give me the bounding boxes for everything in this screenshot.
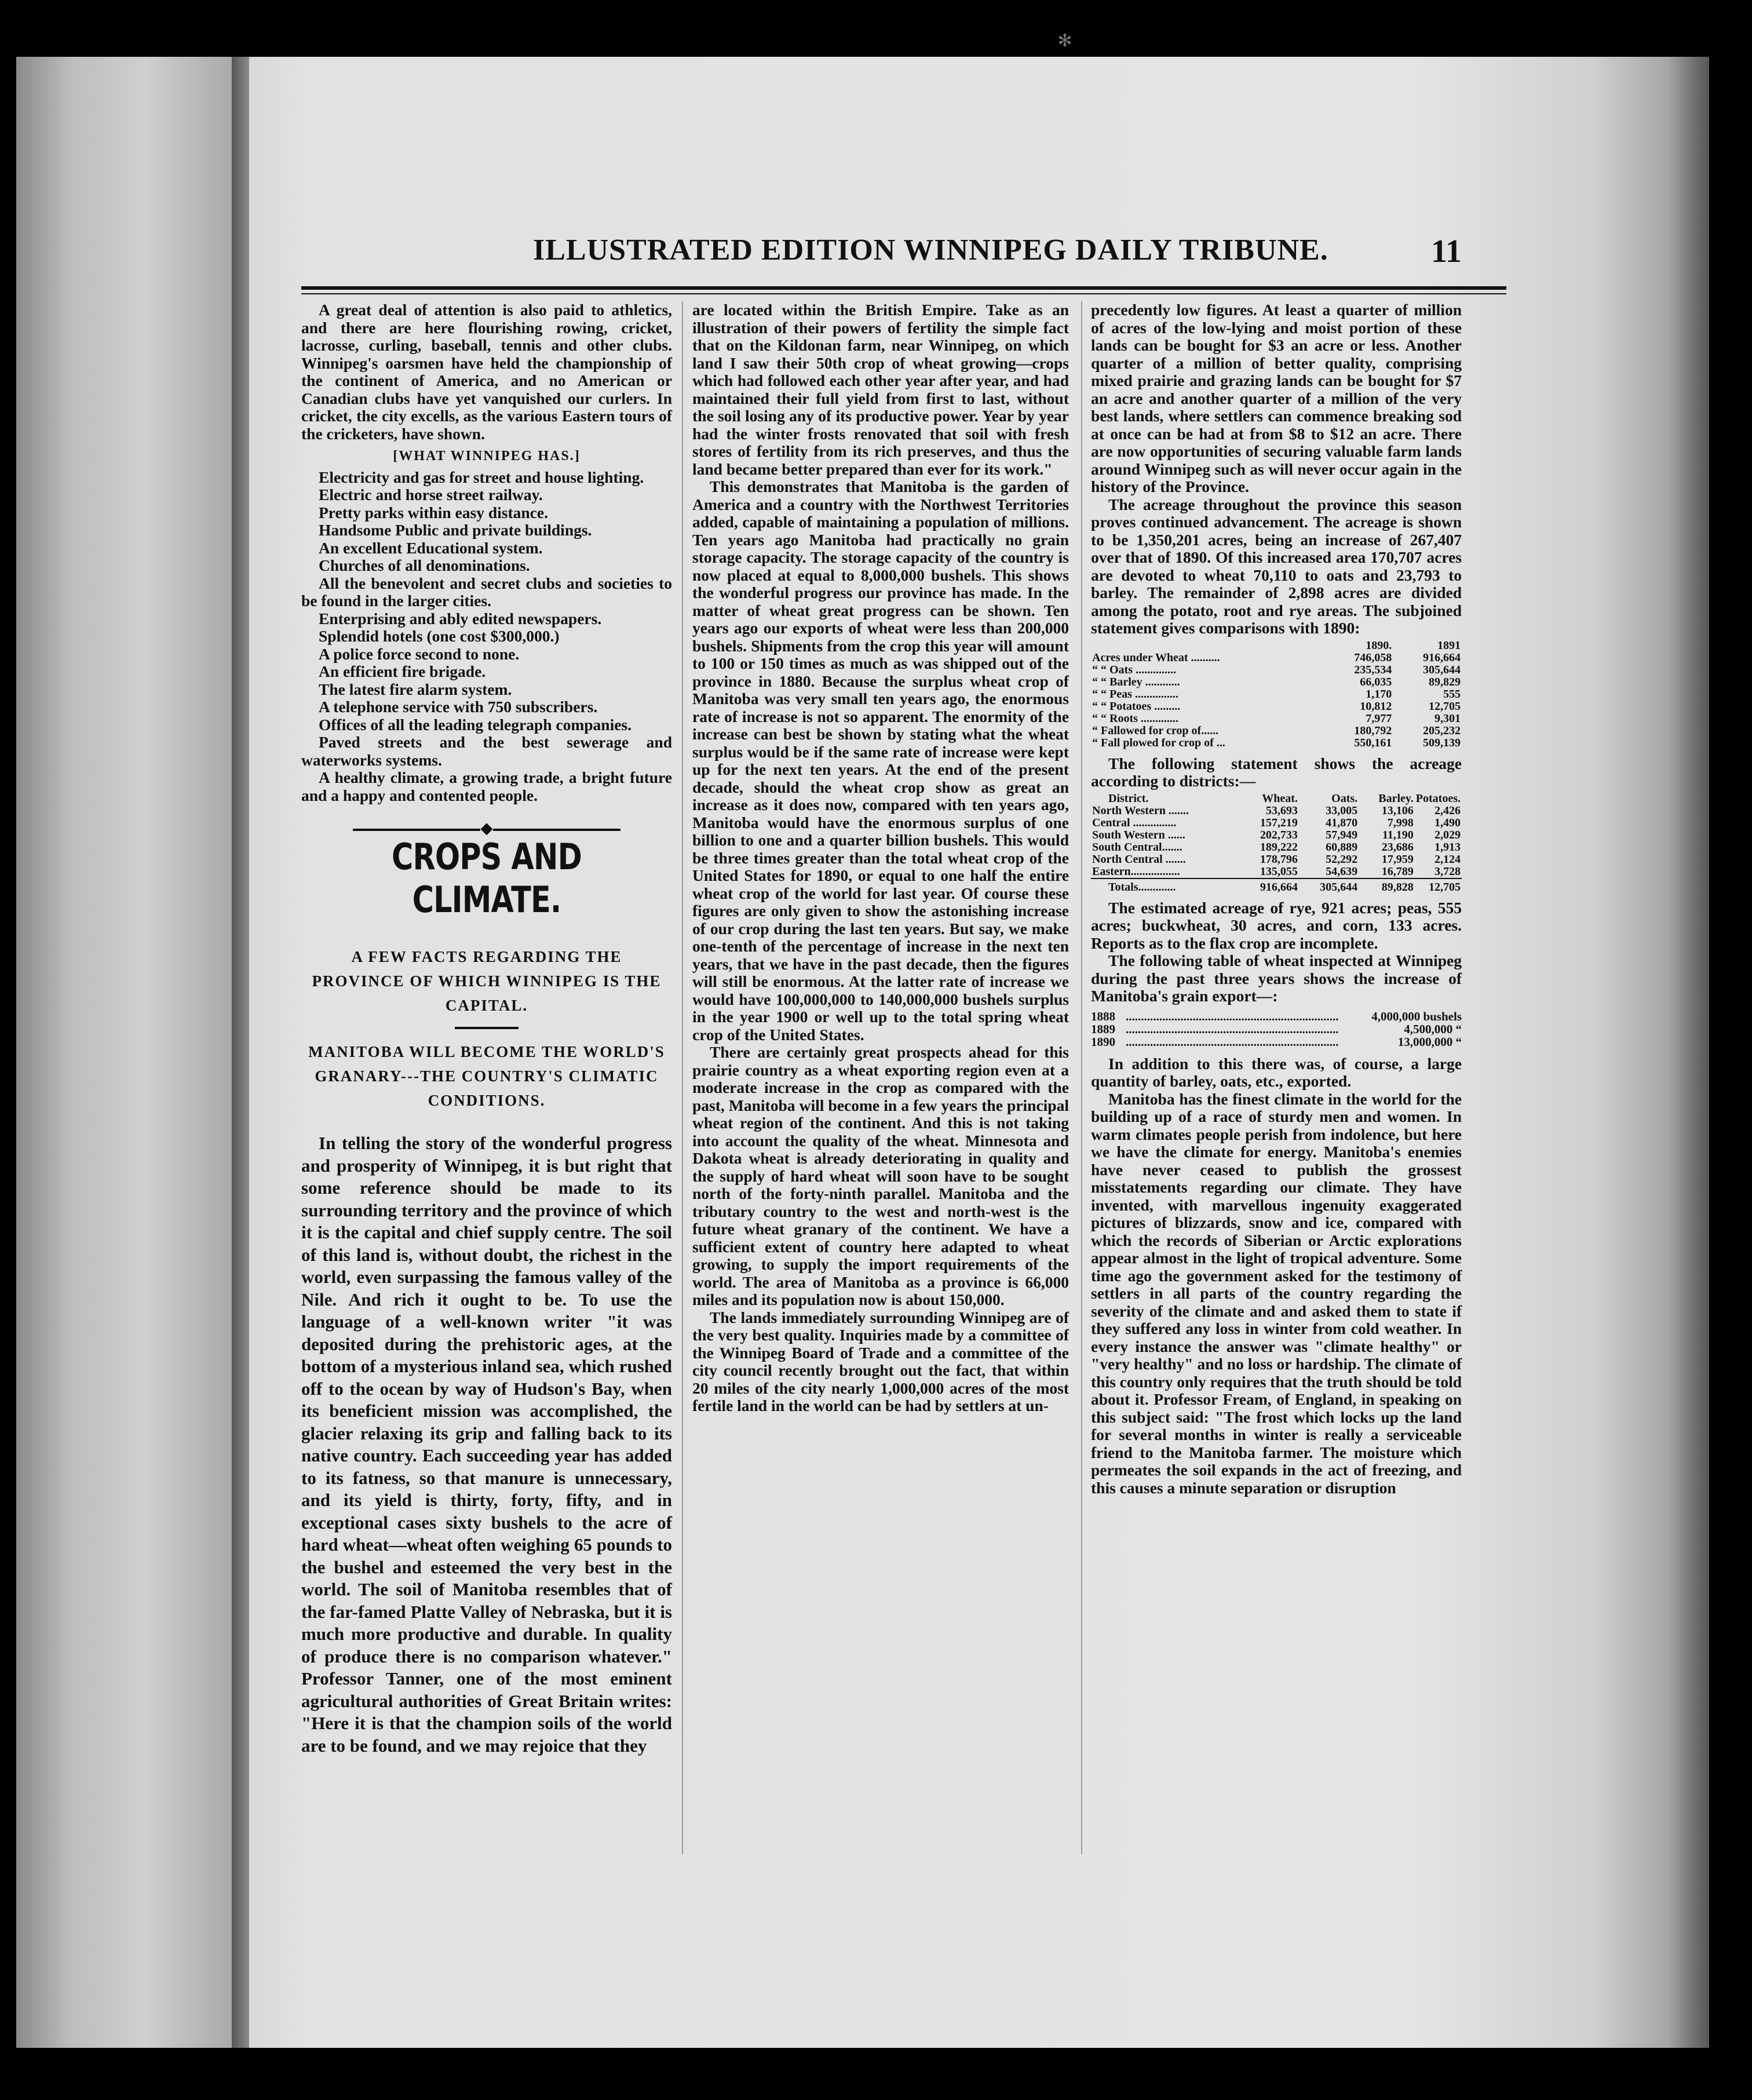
table-cell: 305,644 — [1423, 663, 1461, 676]
page-shadow — [1669, 57, 1709, 2048]
column-divider — [682, 301, 683, 1854]
table-cell: South Central....... — [1092, 840, 1182, 854]
article-body-paragraph: precedently low figures. At least a quarter of million of acres of the low-lying and moist portion of these lands can be bought for $3 an acre or less. Another quarter of a million of better quality, comprising mixed prairie and grazing lands can be bought for $7 an acre and another quarter of a million of the very best lands, where settlers can commence breaking sod at once can be had at from $8 to $12 an acre. There are now opportunities of securing valuable farm lands around Winnipeg such as will never occur again in the history of the Province. — [1091, 301, 1462, 495]
page-number: 11 — [1431, 234, 1462, 269]
table-cell: 509,139 — [1423, 736, 1461, 749]
article-deck: MANITOBA WILL BECOME THE WORLD'S GRANARY---THE COUNTRY'S CLIMATIC CONDITIONS. — [308, 1043, 665, 1109]
table-header: Oats. — [1331, 792, 1358, 805]
article-body-paragraph: are located within the British Empire. Take as an illustration of their powers of fertility the simple fact that on the Kildonan farm, near Winnipeg, on which land I saw their 50th crop of wheat growing—crops which had followed each other year after year, and had maintained their full yield from first to last, without the soil losing any of its productive power. Year by year had the winter frosts renovated that soil with fresh stores of fertility from its rich preserves, and thus the land became better prepared than ever for its work." — [692, 301, 1069, 478]
header-rule — [301, 286, 1506, 290]
ornamental-rule: ◆ — [301, 819, 672, 825]
table-cell: 66,035 — [1360, 675, 1392, 688]
column-2 — [692, 301, 1069, 1415]
table-cell: 53,693 — [1265, 804, 1298, 817]
column-3 — [1091, 301, 1462, 1497]
article-body-paragraph: There are certainly great prospects ahead for this prairie country as a wheat exporting region even at a moderate increase in the crop as compared with the past, Manitoba will become in a few years the principal wheat region of the continent. And this is not taking into account the quality of the wheat. Minnesota and Dakota wheat is already deteriorating in quality and the supply of hard wheat will soon have to be sought north of the forty-ninth parallel. Manitoba and the tributary country to the west and north-west is the future wheat granary of the continent. We have a sufficient extent of country here adapted to wheat growing, to supply the import requirements of the world. The area of Manitoba as a province is 66,000 miles and its population now is about 150,000. — [692, 1043, 1069, 1308]
list-item — [1091, 1023, 1462, 1036]
article-body-paragraph: The following statement shows the acreage according to districts:— — [1091, 754, 1462, 790]
table-cell: 52,292 — [1326, 852, 1358, 866]
table-row — [1091, 854, 1462, 866]
article-headline: CROPS AND CLIMATE. — [392, 836, 582, 921]
table-cell: 7,998 — [1387, 816, 1414, 829]
table-cell: 2,124 — [1435, 852, 1461, 866]
amount-value: 4,500,000 “ — [1404, 1022, 1462, 1036]
year-label: 1890 — [1091, 1034, 1115, 1049]
table-cell: 12,705 — [1415, 878, 1462, 894]
table-cell: 12,705 — [1429, 699, 1461, 713]
amount-value: 13,000,000 “ — [1397, 1034, 1462, 1049]
article-body-paragraph: The estimated acreage of rye, 921 acres; peas, 555 acres; buckwheat, 30 acres, and corn, 133 acres. Reports as to the flax crop are incomplete. — [1091, 898, 1462, 952]
table-header: 1890. — [1366, 639, 1392, 652]
wheat-inspected-list — [1091, 1010, 1462, 1048]
table-row — [1091, 701, 1462, 713]
table-cell: “ “ Oats .............. — [1092, 663, 1176, 676]
table-cell: “ Fall plowed for crop of ... — [1092, 736, 1225, 749]
winnipeg-features-list — [301, 469, 672, 805]
list-item: An efficient fire brigade. — [319, 662, 486, 680]
table-header-row — [1091, 640, 1462, 652]
table-cell: 23,686 — [1381, 840, 1414, 854]
table-row — [1091, 805, 1462, 817]
table-cell: 916,664 — [1239, 878, 1299, 894]
table-cell: 2,029 — [1435, 828, 1461, 841]
list-item: Electric and horse street railway. — [319, 486, 543, 504]
article-body-paragraph: In telling the story of the wonderful progress and prosperity of Winnipeg, it is but right that some reference should be made to its surrounding territory and the province of which it is the capital and chief supply centre. The soil of this land is, without doubt, the richest in the world, even surpassing the famous valley of the Nile. And rich it ought to be. To use the language of a well-known writer "it was deposited during the prehistoric ages, at the bottom of a mysterious inland sea, which rushed off to the ocean by way of Hudson's Bay, when its beneficient mission was accomplished, the glacier relaxing its grip and falling back to its native country. Each succeeding year has added to its fatness, so that manure is unnecessary, and its yield is thirty, forty, fifty, and in exceptional cases sixty bushels to the acre of hard wheat—wheat often weighing 65 pounds to the bushel and esteemed the very best in the world. The soil of Manitoba resembles that of the far-famed Platte Valley of Nebraska, but it is much more productive and durable. In quality of produce there is no comparison whatever." Professor Tanner, one of the most eminent agricultural authorities of Great Britain writes: "Here it is that the champion soils of the world are to be found, and we may rejoice that they — [301, 1133, 672, 1756]
table-row — [1091, 737, 1462, 749]
table-row — [1091, 817, 1462, 829]
table-cell: 11,190 — [1382, 828, 1414, 841]
deck-rule — [455, 1027, 519, 1029]
acreage-comparison-table — [1091, 640, 1462, 749]
leader-dots: ...................................................................... — [1126, 1022, 1339, 1036]
table-cell: Central ............... — [1092, 816, 1177, 829]
table-row — [1091, 664, 1462, 676]
list-item: Splendid hotels (one cost $300,000.) — [319, 627, 560, 645]
binding-gutter — [232, 57, 249, 2048]
table-cell: 235,534 — [1354, 663, 1392, 676]
table-cell: 3,728 — [1435, 865, 1461, 878]
table-cell: 180,792 — [1354, 724, 1392, 737]
adjacent-page-edge — [16, 57, 232, 2048]
list-item: A healthy climate, a growing trade, a bright future and a happy and contented people. — [301, 768, 672, 804]
table-row — [1091, 676, 1462, 688]
table-cell: 205,232 — [1423, 724, 1461, 737]
table-cell: 916,664 — [1423, 651, 1461, 664]
table-row — [1091, 841, 1462, 854]
district-acreage-table — [1091, 793, 1462, 894]
table-row — [1091, 866, 1462, 878]
table-cell: “ “ Potatoes ......... — [1092, 699, 1181, 713]
table-cell: 555 — [1443, 687, 1461, 701]
table-row — [1091, 652, 1462, 664]
table-cell: 57,949 — [1326, 828, 1358, 841]
article-deck: A FEW FACTS REGARDING THE PROVINCE OF WHICH WINNIPEG IS THE CAPITAL. — [312, 948, 662, 1014]
article-body-paragraph: This demonstrates that Manitoba is the garden of America and a country with the Northwest Territories added, capable of maintaining a population of millions. Ten years ago Manitoba had practically no grain storage capacity. The storage capacity of the country is now placed at equal to 8,000,000 bushels. This shows the wonderful progress our province has made. In the matter of wheat great progress can be shown. Ten years ago our exports of wheat were less than 200,000 bushels. Shipments from the crop this year will amount to 100 or 150 times as much as was shipped out of the province in 1880. Because the surplus wheat crop of Manitoba was very small ten years ago, the enormous rate of increase is not so apparent. The enormity of the increase can best be shown by stating what the wheat surplus would be if the same rate of increase were kept up for the next ten years. At the end of the present decade, should the wheat crop show as great an increase as it does now, compared with ten years ago, Manitoba would have the enormous surplus of one billion to one and a quarter billion bushels. This would be three times greater than the total wheat crop of the United States for 1890, or equal to one half the entire wheat crop of the world for last year. Of course these figures are only given to show the astonishing increase of our crop during the last ten years. But say, we make one-tenth of the percentage of increase in the next ten years, that we have in the past decade, then the figures will still be enormous. At the latter rate of increase we would have 100,000,000 to 140,000,000 bushels surplus in the year 1900 or well up to the total spring wheat crop of the United States. — [692, 477, 1069, 1044]
athletics-paragraph: A great deal of attention is also paid to athletics, and there are here flourishing rowing, cricket, lacrosse, curling, baseball, tennis and other clubs. Winnipeg's oarsmen have held the championship of the continent of America, and no American or Canadian clubs have yet vanquished our curlers. In cricket, the city excells, as the various Eastern tours of the cricketers, have shown. — [301, 301, 672, 443]
table-cell: “ Fallowed for crop of...... — [1092, 724, 1219, 737]
article-body-paragraph: In addition to this there was, of course, a large quantity of barley, oats, etc., exported. — [1091, 1054, 1462, 1090]
table-cell: North Western ....... — [1092, 804, 1189, 817]
table-cell: 41,870 — [1326, 816, 1358, 829]
table-total-row — [1091, 878, 1462, 894]
table-cell: 7,977 — [1366, 712, 1392, 725]
leader-dots: ...................................................................... — [1126, 1009, 1339, 1023]
table-header-row — [1091, 793, 1462, 805]
table-cell: 189,222 — [1260, 840, 1298, 854]
leader-dots: ...................................................................... — [1126, 1035, 1339, 1048]
table-row — [1091, 688, 1462, 701]
table-header: Barley. — [1378, 792, 1414, 805]
table-cell: 1,913 — [1435, 840, 1461, 854]
table-cell: 10,812 — [1360, 699, 1392, 713]
section-subheading: [WHAT WINNIPEG HAS.] — [393, 449, 581, 464]
table-cell: 17,959 — [1381, 852, 1414, 866]
article-body-paragraph: Manitoba has the finest climate in the world for the building up of a race of sturdy men and women. In warm climates people perish from indolence, but here we have the climate for energy. Manitoba's enemies have never ceased to publish the grossest misstatements regarding our climate. They have invented, with marvellous ingenuity exaggerated pictures of blizzards, snow and ice, compared with which the records of Siberian or Arctic explorations appear almost in the light of tropical adventure. Some time ago the government asked for the testimony of settlers in all parts of the country regarding the severity of the climate and and asked them to state if they suffered any loss in winter from cold weather. In every instance the answer was "climate healthy" or "very healthy" and no loss or hardship. The climate of this country only requires that the truth should be told about it. Professor Fream, of England, in speaking on this subject said: "The frost which locks up the land for several months in winter is really a serviceable friend to the Manitoba farmer. The moisture which permeates the soil expands in the act of freezing, and this causes a minute separation or disruption — [1091, 1089, 1462, 1497]
table-cell: 157,219 — [1260, 816, 1298, 829]
column-1 — [301, 301, 672, 1757]
table-header: Wheat. — [1262, 792, 1298, 805]
article-body-paragraph: The following table of wheat inspected at Winnipeg during the past three years shows the increase of Manitoba's grain export—: — [1091, 951, 1462, 1005]
table-cell: 746,058 — [1354, 651, 1392, 664]
header-rule-thin — [301, 293, 1506, 294]
table-header — [1091, 640, 1324, 652]
table-row — [1091, 829, 1462, 841]
year-label: 1888 — [1091, 1009, 1115, 1023]
table-header: 1891 — [1437, 639, 1461, 652]
list-item: A police force second to none. — [319, 644, 520, 663]
table-cell: 16,789 — [1381, 865, 1414, 878]
table-cell: 2,426 — [1435, 804, 1461, 817]
table-cell: 33,005 — [1326, 804, 1358, 817]
table-cell: 305,644 — [1299, 878, 1359, 894]
table-row — [1091, 713, 1462, 725]
article-body-paragraph: The lands immediately surrounding Winnipeg are of the very best quality. Inquiries made by a committee of the Winnipeg Board of Trade and a committee of the city council recently brought out the fact, that within 20 miles of the city nearly 1,000,000 acres of the most fertile land in the world can be had by settlers at un- — [692, 1308, 1069, 1414]
list-item: An excellent Educational system. — [319, 538, 543, 557]
list-item: All the benevolent and secret clubs and societies to be found in the larger cities. — [301, 574, 672, 610]
year-label: 1889 — [1091, 1022, 1115, 1036]
list-item: Offices of all the leading telegraph companies. — [319, 715, 632, 734]
table-cell: “ “ Barley ............ — [1092, 675, 1180, 688]
table-header: District. — [1108, 792, 1149, 805]
table-cell: 1,490 — [1435, 816, 1461, 829]
table-cell: 54,639 — [1326, 865, 1358, 878]
table-cell: North Central ....... — [1092, 852, 1186, 866]
list-item: The latest fire alarm system. — [319, 680, 512, 698]
table-cell: 89,828 — [1359, 878, 1415, 894]
table-cell: 89,829 — [1429, 675, 1461, 688]
table-cell: “ “ Peas ............... — [1092, 687, 1178, 701]
table-cell: 60,889 — [1326, 840, 1358, 854]
list-item — [1091, 1010, 1462, 1023]
article-body-paragraph: The acreage throughout the province this season proves continued advancement. The acreage is shown to be 1,350,201 acres, being an increase of 267,407 over that of 1890. Of this increased area 170,707 acres are devoted to wheat 70,110 to oats and 23,793 to barley. The remainder of 2,898 acres are divided among the potato, root and rye areas. The subjoined statement gives comparisons with 1890: — [1091, 495, 1462, 637]
table-cell: 9,301 — [1435, 712, 1461, 725]
table-cell: South Western ...... — [1092, 828, 1185, 841]
table-header: Potatoes. — [1415, 792, 1461, 805]
table-cell: Eastern................. — [1092, 865, 1180, 878]
list-item: Enterprising and ably edited newspapers. — [319, 609, 602, 628]
list-item: Churches of all denominations. — [319, 556, 530, 574]
table-cell: Totals............. — [1091, 878, 1239, 894]
list-item: A telephone service with 750 subscribers. — [319, 698, 598, 716]
list-item: Paved streets and the best sewerage and waterworks systems. — [301, 733, 672, 769]
table-cell: 550,161 — [1354, 736, 1392, 749]
list-item: Pretty parks within easy distance. — [319, 503, 548, 522]
film-mark-icon: ✻ — [1057, 31, 1072, 51]
table-cell: “ “ Roots ............. — [1092, 712, 1178, 725]
table-cell: 135,055 — [1260, 865, 1298, 878]
table-cell: 202,733 — [1260, 828, 1298, 841]
table-row — [1091, 725, 1462, 737]
column-divider — [1081, 301, 1082, 1854]
table-cell: Acres under Wheat .......... — [1092, 651, 1220, 664]
table-cell: 178,796 — [1260, 852, 1298, 866]
table-cell: 1,170 — [1366, 687, 1392, 701]
amount-value: 4,000,000 bushels — [1371, 1009, 1462, 1023]
masthead-title: ILLUSTRATED EDITION WINNIPEG DAILY TRIBUNE. — [533, 234, 1328, 267]
list-item — [1091, 1036, 1462, 1048]
list-item: Handsome Public and private buildings. — [319, 521, 592, 539]
table-cell: 13,106 — [1381, 804, 1414, 817]
list-item: Electricity and gas for street and house lighting. — [319, 468, 644, 486]
